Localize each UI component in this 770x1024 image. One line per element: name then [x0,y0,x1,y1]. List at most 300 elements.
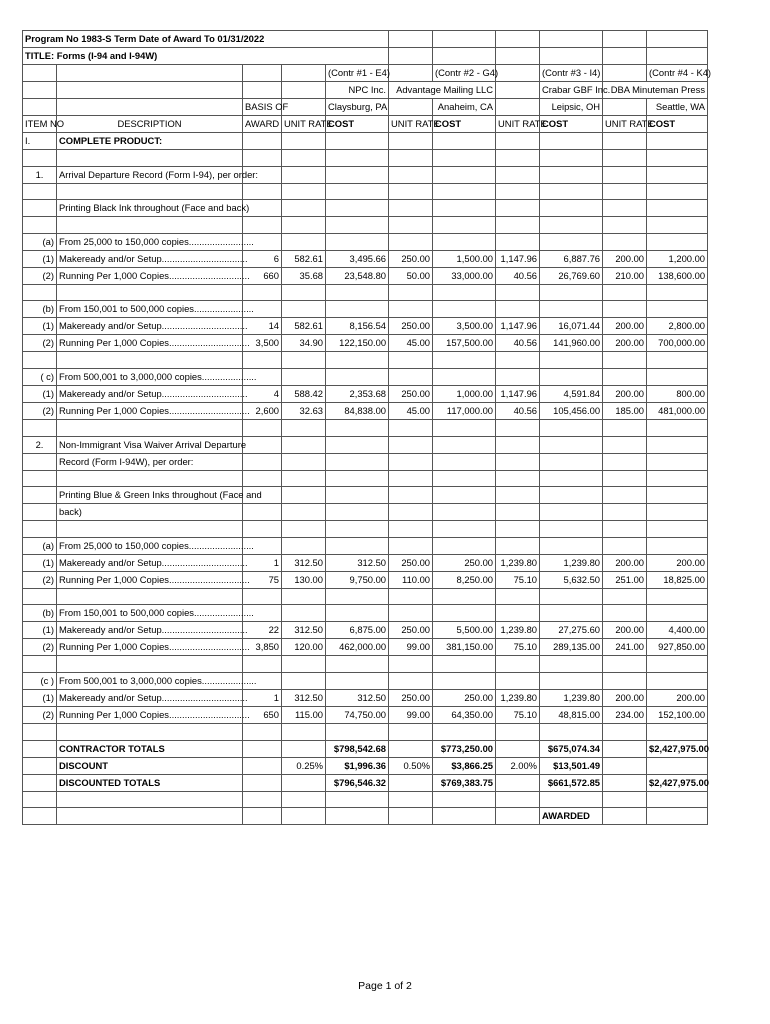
contractor-code: (Contr #3 - I4) [540,65,603,82]
basis-value: 660 [243,267,282,284]
awarded-label: AWARDED [540,808,603,825]
empty-cell [647,757,708,774]
empty-cell [647,588,708,605]
empty-cell [23,487,57,504]
cost-header: COST [540,116,603,133]
empty-cell [603,470,647,487]
empty-cell [496,656,540,673]
empty-cell [389,774,433,791]
empty-cell [326,419,389,436]
cost-header: COST [433,116,496,133]
empty-cell [23,200,57,217]
empty-cell [389,48,433,65]
empty-cell [647,150,708,167]
empty-cell [647,436,708,453]
empty-cell [389,470,433,487]
empty-cell [603,48,647,65]
empty-cell [23,150,57,167]
ink-description: Printing Blue & Green Inks throughout (Face and [57,487,243,504]
range-letter: ( c) [23,368,57,385]
makeready-label: Makeready and/or Setup................................. [57,622,243,639]
sub-item-number: (2) [23,571,57,588]
empty-cell [496,31,540,48]
discounted-total: $2,427,975.00 [647,774,708,791]
empty-cell [389,537,433,554]
empty-cell [23,284,57,301]
empty-cell [282,740,326,757]
empty-cell [647,352,708,369]
running-label: Running Per 1,000 Copies............................... [57,402,243,419]
empty-cell [282,419,326,436]
contractor-name-row [23,82,708,99]
empty-cell [23,791,57,808]
empty-cell [326,368,389,385]
empty-cell [433,150,496,167]
blank-row [23,723,708,740]
cost-value: 74,750.00 [326,706,389,723]
range-row [23,233,708,250]
contractor-total: $675,074.34 [540,740,603,757]
empty-cell [326,487,389,504]
cost-header: COST [647,116,708,133]
cost-value: 1,000.00 [433,385,496,402]
cost-value: 3,495.66 [326,250,389,267]
cost-value: 8,156.54 [326,318,389,335]
empty-cell [496,605,540,622]
empty-cell [389,200,433,217]
empty-cell [540,31,603,48]
empty-cell [23,183,57,200]
totals-row [23,740,708,757]
discount-rate: 2.00% [496,757,540,774]
contractor-total: $2,427,975.00 [647,740,708,757]
running-label: Running Per 1,000 Copies............................... [57,571,243,588]
empty-cell [243,133,282,150]
unit-rate-value: 35.68 [282,267,326,284]
empty-cell [282,774,326,791]
empty-cell [57,82,243,99]
empty-cell [540,200,603,217]
makeready-label: Makeready and/or Setup................................. [57,554,243,571]
item-no-header: ITEM NO [23,116,57,133]
empty-cell [496,99,540,116]
empty-cell [647,419,708,436]
unit-rate-value: 250.00 [389,554,433,571]
empty-cell [57,150,243,167]
empty-cell [23,419,57,436]
header-row [23,48,708,65]
cost-value: 250.00 [433,554,496,571]
empty-cell [540,233,603,250]
empty-cell [496,200,540,217]
contractor-total: $773,250.00 [433,740,496,757]
contractor-location-row [23,99,708,116]
empty-cell [603,368,647,385]
empty-cell [326,150,389,167]
empty-cell [389,740,433,757]
empty-cell [23,217,57,234]
unit-rate-value: 130.00 [282,571,326,588]
basis-value: 22 [243,622,282,639]
cost-value: 381,150.00 [433,639,496,656]
range-letter: (c ) [23,672,57,689]
empty-cell [603,436,647,453]
cost-value: 462,000.00 [326,639,389,656]
empty-cell [433,352,496,369]
empty-cell [433,133,496,150]
unit-rate-value: 1,147.96 [496,250,540,267]
empty-cell [433,31,496,48]
range-label: From 500,001 to 3,000,000 copies..................... [57,672,243,689]
unit-rate-value: 75.10 [496,571,540,588]
cost-value: 6,875.00 [326,622,389,639]
empty-cell [57,183,243,200]
cost-value: 250.00 [433,689,496,706]
empty-cell [243,808,282,825]
empty-cell [433,656,496,673]
empty-cell [389,605,433,622]
empty-cell [389,65,433,82]
empty-cell [282,723,326,740]
empty-cell [282,301,326,318]
empty-cell [433,48,496,65]
empty-cell [433,487,496,504]
empty-cell [603,31,647,48]
ink-description: Printing Black Ink throughout (Face and back) [57,200,243,217]
empty-cell [540,791,603,808]
empty-cell [282,656,326,673]
cost-value: 64,350.00 [433,706,496,723]
empty-cell [647,368,708,385]
empty-cell [282,791,326,808]
empty-cell [603,740,647,757]
empty-cell [282,200,326,217]
cost-value: 1,239.80 [540,554,603,571]
cost-value: 27,275.60 [540,622,603,639]
empty-cell [389,31,433,48]
cost-value: 117,000.00 [433,402,496,419]
empty-cell [389,368,433,385]
empty-cell [647,31,708,48]
empty-cell [603,757,647,774]
empty-cell [57,419,243,436]
empty-cell [540,470,603,487]
empty-cell [282,504,326,521]
sub-item-number: (1) [23,689,57,706]
cost-value: 16,071.44 [540,318,603,335]
empty-cell [647,487,708,504]
empty-cell [389,99,433,116]
empty-cell [647,504,708,521]
contractor-code-row [23,65,708,82]
range-letter: (b) [23,605,57,622]
unit-rate-value: 200.00 [603,689,647,706]
empty-cell [433,470,496,487]
unit-rate-value: 115.00 [282,706,326,723]
unit-rate-value: 1,239.80 [496,689,540,706]
empty-cell [647,301,708,318]
unit-rate-value: 200.00 [603,335,647,352]
empty-cell [57,217,243,234]
range-letter: (a) [23,537,57,554]
empty-cell [57,723,243,740]
item-row [23,453,708,470]
cost-value: 3,500.00 [433,318,496,335]
item-number: 2. [23,436,57,453]
empty-cell [540,487,603,504]
empty-cell [57,65,243,82]
empty-cell [603,183,647,200]
empty-cell [282,605,326,622]
empty-cell [57,352,243,369]
contractor-name: NPC Inc. [326,82,389,99]
empty-cell [433,284,496,301]
empty-cell [540,504,603,521]
empty-cell [282,537,326,554]
basis-value: 3,500 [243,335,282,352]
unit-rate-value: 588.42 [282,385,326,402]
empty-cell [282,99,326,116]
empty-cell [389,521,433,538]
line-item-row [23,267,708,284]
unit-rate-value: 250.00 [389,385,433,402]
empty-cell [496,150,540,167]
section-label: COMPLETE PRODUCT: [57,133,243,150]
range-row [23,605,708,622]
empty-cell [433,791,496,808]
empty-cell [540,453,603,470]
range-label: From 25,000 to 150,000 copies......................... [57,233,243,250]
empty-cell [243,757,282,774]
empty-cell [433,200,496,217]
empty-cell [496,183,540,200]
empty-cell [282,133,326,150]
empty-cell [433,368,496,385]
empty-cell [540,672,603,689]
item-row [23,436,708,453]
blank-row [23,284,708,301]
discount-row [23,757,708,774]
cost-value: 105,456.00 [540,402,603,419]
cost-value: 6,887.76 [540,250,603,267]
empty-cell [496,521,540,538]
unit-rate-value: 40.56 [496,267,540,284]
line-item-row [23,689,708,706]
empty-cell [540,605,603,622]
basis-value: 2,600 [243,402,282,419]
empty-cell [282,65,326,82]
empty-cell [243,150,282,167]
running-label: Running Per 1,000 Copies............................... [57,639,243,656]
section-row [23,133,708,150]
empty-cell [326,217,389,234]
empty-cell [282,368,326,385]
empty-cell [603,723,647,740]
awarded-row [23,808,708,825]
empty-cell [326,436,389,453]
contractor-totals-label: CONTRACTOR TOTALS [57,740,243,757]
blank-row [23,656,708,673]
running-label: Running Per 1,000 Copies............................... [57,267,243,284]
empty-cell [326,453,389,470]
empty-cell [243,774,282,791]
empty-cell [389,284,433,301]
unit-rate-value: 185.00 [603,402,647,419]
line-item-row [23,402,708,419]
empty-cell [282,436,326,453]
empty-cell [496,791,540,808]
empty-cell [326,166,389,183]
range-row [23,301,708,318]
unit-rate-value: 312.50 [282,622,326,639]
empty-cell [243,470,282,487]
empty-cell [389,150,433,167]
empty-cell [389,301,433,318]
sub-item-number: (1) [23,385,57,402]
basis-value: 4 [243,385,282,402]
unit-rate-value: 45.00 [389,335,433,352]
empty-cell [540,537,603,554]
empty-cell [23,453,57,470]
empty-cell [496,672,540,689]
empty-cell [23,82,57,99]
empty-cell [326,284,389,301]
empty-cell [603,284,647,301]
cost-value: 8,250.00 [433,571,496,588]
empty-cell [243,791,282,808]
cost-value: 481,000.00 [647,402,708,419]
empty-cell [433,588,496,605]
empty-cell [243,65,282,82]
empty-cell [540,419,603,436]
empty-cell [326,470,389,487]
running-label: Running Per 1,000 Copies............................... [57,706,243,723]
empty-cell [540,368,603,385]
empty-cell [326,133,389,150]
page-number: Page 1 of 2 [358,980,412,992]
empty-cell [647,470,708,487]
empty-cell [389,656,433,673]
unit-rate-value: 45.00 [389,402,433,419]
empty-cell [23,656,57,673]
empty-cell [57,588,243,605]
empty-cell [603,233,647,250]
empty-cell [603,217,647,234]
empty-cell [389,436,433,453]
empty-cell [496,537,540,554]
empty-cell [326,791,389,808]
empty-cell [389,166,433,183]
empty-cell [57,656,243,673]
cost-value: 312.50 [326,554,389,571]
blank-row [23,588,708,605]
empty-cell [496,723,540,740]
empty-cell [282,672,326,689]
empty-cell [23,352,57,369]
unit-rate-value: 34.90 [282,335,326,352]
unit-rate-value: 312.50 [282,689,326,706]
item-title: Arrival Departure Record (Form I-94), per order: [57,166,243,183]
empty-cell [540,723,603,740]
contractor-location: Claysburg, PA [326,99,389,116]
empty-cell [282,487,326,504]
cost-value: 1,239.80 [540,689,603,706]
empty-cell [647,537,708,554]
empty-cell [603,419,647,436]
empty-cell [496,774,540,791]
unit-rate-value: 250.00 [389,318,433,335]
empty-cell [389,808,433,825]
header-row [23,31,708,48]
empty-cell [603,791,647,808]
empty-cell [496,436,540,453]
empty-cell [243,740,282,757]
unit-rate-value: 312.50 [282,554,326,571]
empty-cell [647,723,708,740]
cost-value: 1,200.00 [647,250,708,267]
empty-cell [540,183,603,200]
blank-row [23,183,708,200]
empty-cell [23,470,57,487]
range-label: From 25,000 to 150,000 copies......................... [57,537,243,554]
section-number: I. [23,133,57,150]
empty-cell [647,183,708,200]
empty-cell [647,791,708,808]
line-item-row [23,639,708,656]
empty-cell [647,605,708,622]
cost-value: 4,400.00 [647,622,708,639]
line-item-row [23,706,708,723]
empty-cell [603,301,647,318]
sub-item-number: (1) [23,554,57,571]
unit-rate-value: 32.63 [282,402,326,419]
empty-cell [540,150,603,167]
empty-cell [540,217,603,234]
item-title: Non-Immigrant Visa Waiver Arrival Departure [57,436,243,453]
basis-value: 6 [243,250,282,267]
empty-cell [540,436,603,453]
empty-cell [603,453,647,470]
discount-amount: $3,866.25 [433,757,496,774]
empty-cell [603,352,647,369]
empty-cell [389,233,433,250]
empty-cell [603,588,647,605]
basis-value: 14 [243,318,282,335]
contractor-location: Anaheim, CA [433,99,496,116]
unit-rate-value: 210.00 [603,267,647,284]
empty-cell [389,352,433,369]
empty-cell [647,284,708,301]
empty-cell [243,183,282,200]
empty-cell [23,808,57,825]
unit-rate-value: 99.00 [389,706,433,723]
empty-cell [282,588,326,605]
cost-value: 122,150.00 [326,335,389,352]
empty-cell [603,65,647,82]
empty-cell [540,521,603,538]
cost-value: 9,750.00 [326,571,389,588]
empty-cell [647,166,708,183]
empty-cell [647,521,708,538]
empty-cell [326,808,389,825]
empty-cell [496,352,540,369]
unit-rate-value: 582.61 [282,250,326,267]
blank-row [23,150,708,167]
contractor-code: (Contr #1 - E4) [326,65,389,82]
contractor-location: Leipsic, OH [540,99,603,116]
empty-cell [23,740,57,757]
empty-cell [326,672,389,689]
